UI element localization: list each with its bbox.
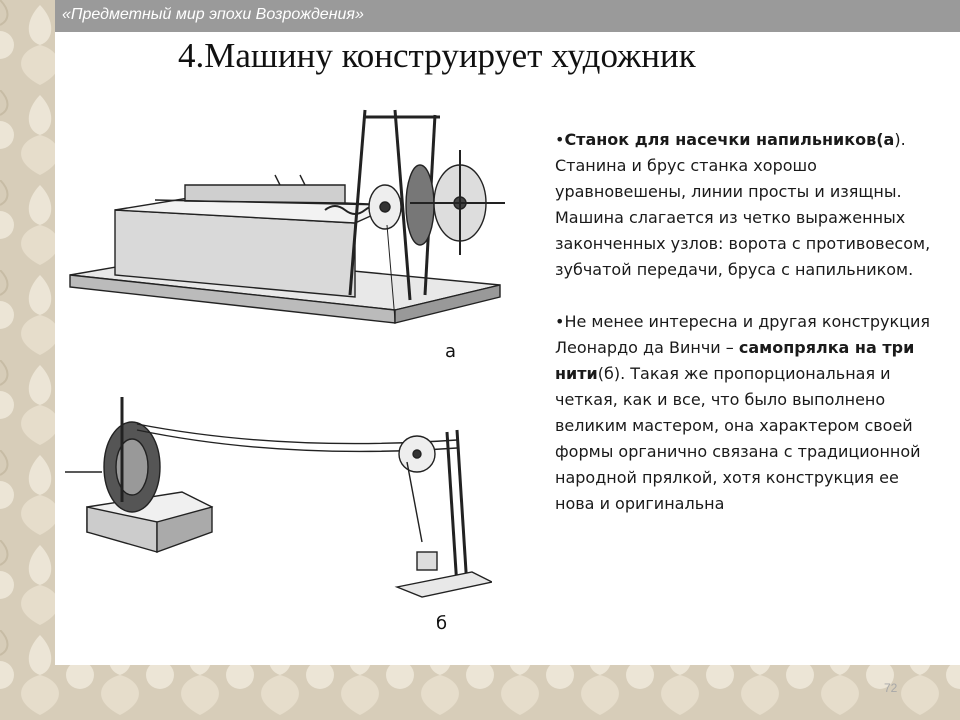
bullet: •	[555, 312, 565, 331]
page-number: 72	[884, 681, 898, 695]
paragraph-file-cutting-machine	[555, 127, 935, 283]
paragraph-spinning-wheel	[555, 309, 935, 517]
slide-title: 4.Машину конструирует художник	[178, 36, 696, 75]
bullet: •	[555, 130, 565, 149]
bold-term-file-cutting-machine: Станок для насечки напильников(а	[564, 130, 895, 149]
presentation-subtitle: «Предметный мир эпохи Возрождения»	[62, 6, 364, 23]
paragraph-intro: Не менее интересна и другая конструкция Леонардо да Винчи –	[555, 312, 931, 357]
spinning-wheel-illustration	[62, 382, 492, 602]
bold-term-spinning-wheel: самопрялка на три нити	[555, 338, 915, 383]
file-cutting-machine-illustration	[65, 105, 505, 340]
paragraph-text: ). Станина и брус станка хорошо уравновешены, линии просты и изящны. Машина слагается из четко выраженных законченных узлов: ворота с противовесом, зубчатой передачи, бруса с напильником.	[555, 130, 931, 279]
figure-label-a: а	[445, 341, 457, 362]
figure-label-b: б	[436, 613, 448, 634]
description-text	[555, 127, 935, 543]
paragraph-text: (б). Такая же пропорциональная и четкая, как и все, что было выполнено великим мастером, она характером своей формы органично связана с традиционной народной прялкой, хотя конструкция ее нова и оригинальна	[555, 364, 921, 513]
